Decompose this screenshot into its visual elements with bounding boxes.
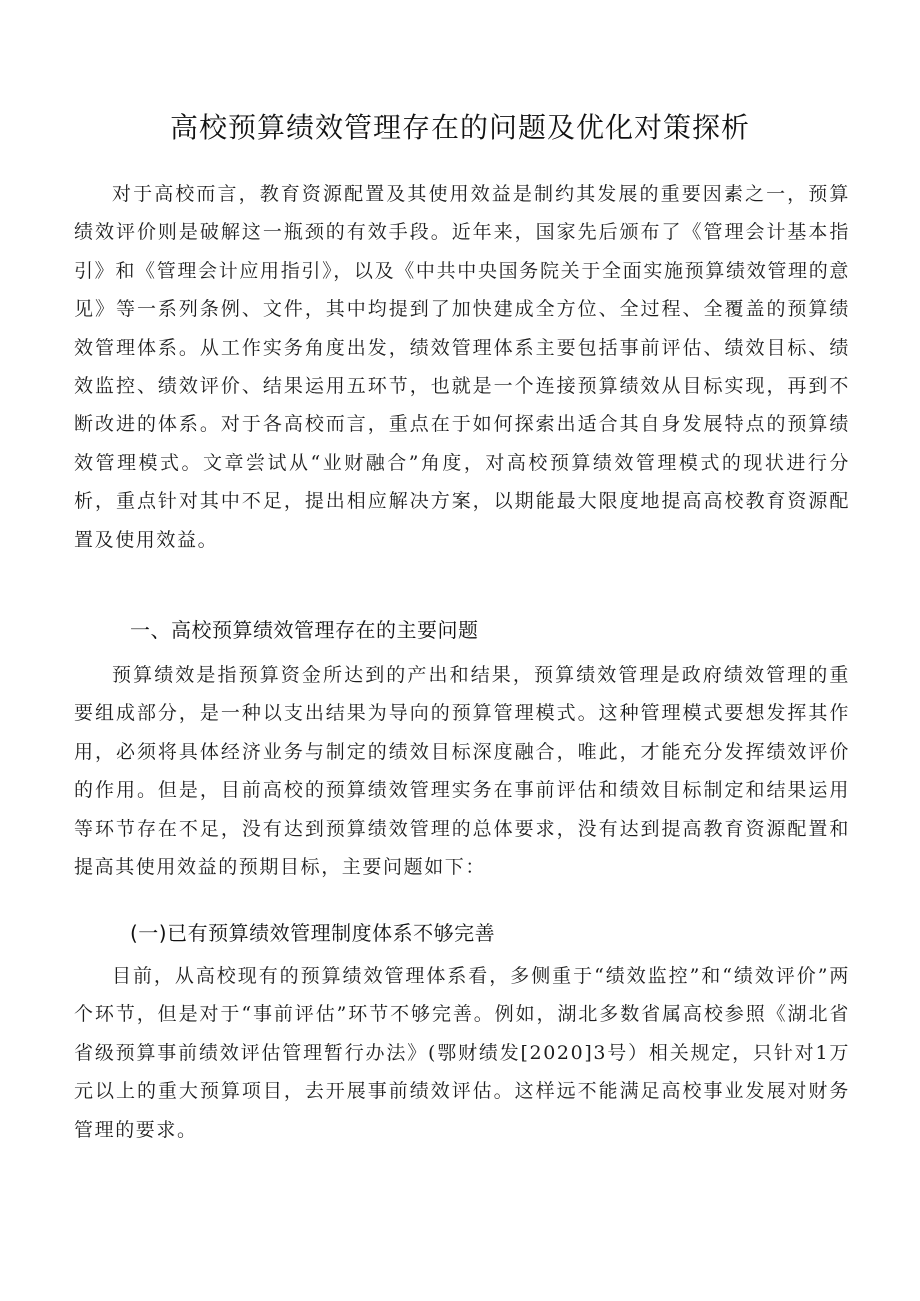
intro-paragraph: 对于高校而言，教育资源配置及其使用效益是制约其发展的重要因素之一，预算绩效评价则是破解这一瓶颈的有效手段。近年来，国家先后颁布了《管理会计基本指引》和《管理会计应用指引》，以及《中共中央国务院关于全面实施预算绩效管理的意见》等一系列条例、文件，其中均提到了加快建成全方位、全过程、全覆盖的预算绩效管理体系。从工作实务角度出发，绩效管理体系主要包括事前评估、绩效目标、绩效监控、绩效评价、结果运用五环节，也就是一个连接预算绩效从目标实现，再到不断改进的体系。对于各高校而言，重点在于如何探索出适合其自身发展特点的预算绩效管理模式。文章尝试从“业财融合”角度，对高校预算绩效管理模式的现状进行分析，重点针对其中不足，提出相应解决方案，以期能最大限度地提高高校教育资源配置及使用效益。	[74, 183, 850, 551]
subsection-heading-1: (一)已有预算绩效管理制度体系不够完善	[130, 921, 496, 945]
subsection-1-paragraph: 目前，从高校现有的预算绩效管理体系看，多侧重于“绩效监控”和“绩效评价”两个环节，但是对于“事前评估”环节不够完善。例如，湖北多数省属高校参照《湖北省省级预算事前绩效评估管理暂行办法》(鄂财绩发[2020]3号）相关规定，只针对1万元以上的重大预算项目，去开展事前绩效评估。这样远不能满足高校事业发展对财务管理的要求。	[74, 965, 850, 1141]
section-1-paragraph: 预算绩效是指预算资金所达到的产出和结果，预算绩效管理是政府绩效管理的重要组成部分，是一种以支出结果为导向的预算管理模式。这种管理模式要想发挥其作用，必须将具体经济业务与制定的绩效目标深度融合，唯此，才能充分发挥绩效评价的作用。但是，目前高校的预算绩效管理实务在事前评估和绩效目标制定和结果运用等环节存在不足，没有达到预算绩效管理的总体要求，没有达到提高教育资源配置和提高其使用效益的预期目标，主要问题如下：	[74, 664, 850, 879]
section-heading-1: 一、高校预算绩效管理存在的主要问题	[130, 618, 479, 642]
document-title: 高校预算绩效管理存在的问题及优化对策探析	[169, 111, 750, 144]
